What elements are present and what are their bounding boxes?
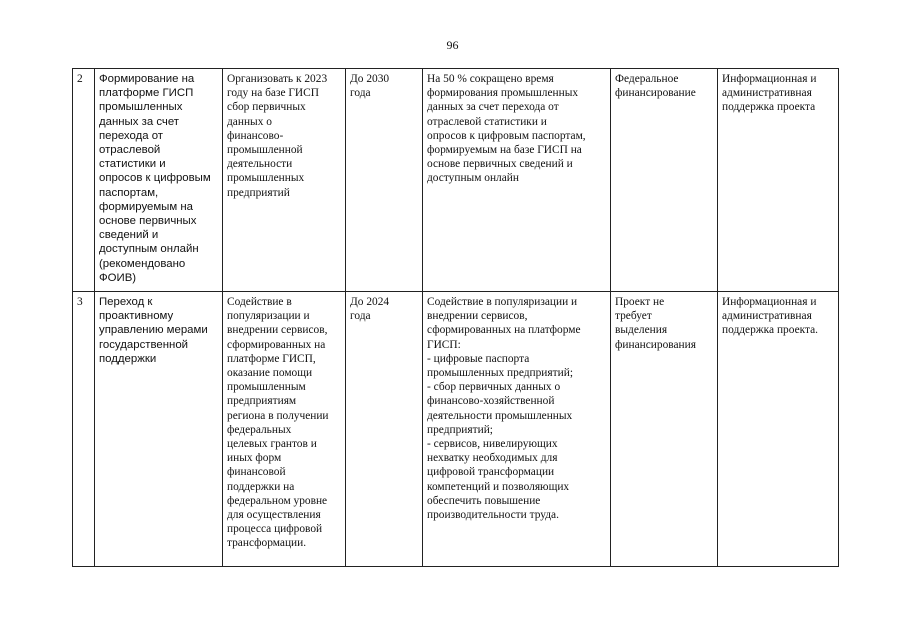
funding-cell: Проект не требует выделения финансирования [611,292,718,567]
deadline-cell: До 2030 года [346,69,423,292]
deadline-cell: До 2024 года [346,292,423,567]
funding-cell: Федеральное финансирование [611,69,718,292]
action-cell: Содействие в популяризации и внедрении сервисов, сформированных на платформе ГИСП, оказание помощи промышленным предприятиям региона в получении федеральных целевых грантов и иных форм финансовой поддержки на федеральном уровне для осуществления процесса цифровой трансформации. [223,292,346,567]
row-number-cell: 2 [73,69,95,292]
page-number: 96 [446,38,459,52]
support-cell: Информационная и административная поддержка проекта [718,69,839,292]
table-row [73,292,839,567]
support-cell: Информационная и административная поддержка проекта. [718,292,839,567]
measures-table [72,68,839,567]
action-cell: Организовать к 2023 году на базе ГИСП сбор первичных данных о финансово- промышленной деятельности промышленных предприятий [223,69,346,292]
table-row [73,69,839,292]
result-cell: Содействие в популяризации и внедрении сервисов, сформированных на платформе ГИСП: - цифровые паспорта промышленных предприятий; - сбор первичных данных о финансово-хозяйственной деятельности промышленных предприятий; - сервисов, нивелирующих нехватку необходимых для цифровой трансформации компетенций и позволяющих обеспечить повышение производительности труда. [423,292,611,567]
row-number-cell: 3 [73,292,95,567]
measure-name-cell: Переход к проактивному управлению мерами государственной поддержки [95,292,223,567]
result-cell: На 50 % сокращено время формирования промышленных данных за счет перехода от отраслевой статистики и опросов к цифровым паспортам, формируемым на базе ГИСП на основе первичных сведений и доступным онлайн [423,69,611,292]
measure-name-cell: Формирование на платформе ГИСП промышленных данных за счет перехода от отраслевой статистики и опросов к цифровым паспортам, формируемым на основе первичных сведений и доступным онлайн (рекомендовано ФОИВ) [95,69,223,292]
